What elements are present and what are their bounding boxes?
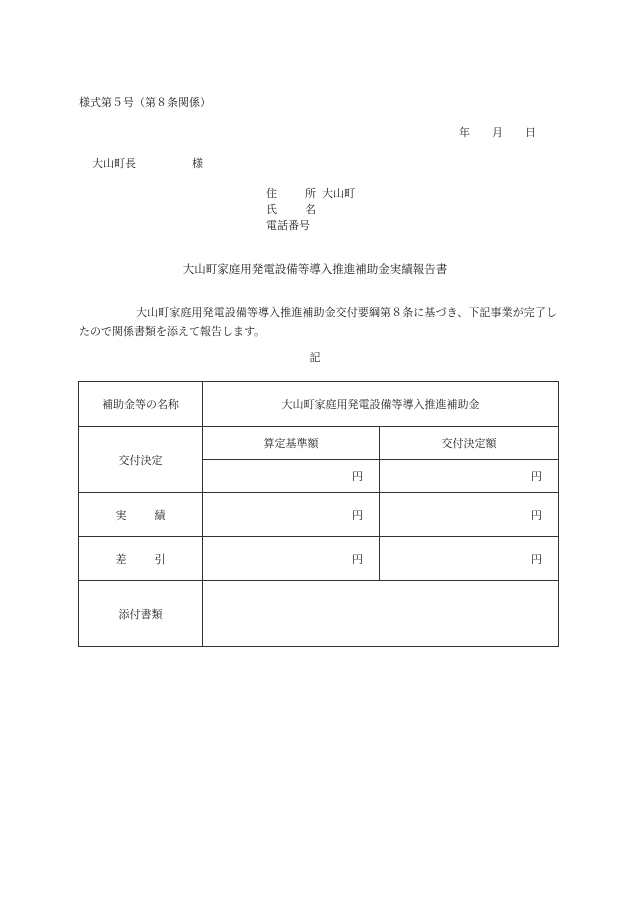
actual-row	[79, 493, 559, 537]
month-label: 月	[492, 126, 503, 139]
attachments-row	[79, 581, 559, 647]
decision-standard-yen: 円	[203, 460, 380, 493]
address-label	[266, 186, 316, 202]
addressee	[92, 158, 203, 169]
applicant-block	[266, 186, 355, 234]
body-text: 大山町家庭用発電設備等導入推進補助金交付要綱第８条に基づき、下記事業が完了したので関係書類を添えて報告します。	[79, 306, 557, 338]
address-row	[266, 186, 355, 202]
difference-standard-yen: 円	[203, 537, 380, 581]
name-label-char-2: 名	[305, 203, 316, 216]
ki-heading: 記	[309, 351, 321, 364]
subsidy-name-row	[79, 382, 559, 427]
actual-label-char-1: 実	[115, 508, 127, 522]
phone-row	[266, 218, 355, 234]
actual-label	[79, 493, 203, 537]
address-label-char-1: 住	[266, 187, 277, 200]
date-line	[459, 127, 536, 138]
col-standard-header: 算定基準額	[203, 427, 380, 460]
phone-label: 電話番号	[266, 219, 310, 232]
subsidy-name-value: 大山町家庭用発電設備等導入推進補助金	[203, 382, 559, 427]
name-label-char-1: 氏	[266, 203, 277, 216]
actual-amount-yen: 円	[380, 493, 559, 537]
form-number: 様式第５号（第８条関係）	[79, 96, 211, 109]
name-label	[266, 202, 316, 218]
decision-header-row	[79, 427, 559, 460]
attachments-value	[203, 581, 559, 647]
day-label: 日	[525, 126, 536, 139]
decision-amount-yen: 円	[380, 460, 559, 493]
name-row	[266, 202, 355, 218]
actual-standard-yen: 円	[203, 493, 380, 537]
actual-label-char-2: 績	[154, 508, 166, 522]
address-value: 大山町	[322, 187, 355, 200]
report-table	[78, 381, 559, 647]
decision-label: 交付決定	[79, 427, 203, 493]
document-title: 大山町家庭用発電設備等導入推進補助金実績報告書	[182, 262, 448, 276]
col-decision-header: 交付決定額	[380, 427, 559, 460]
honorific: 様	[192, 157, 203, 170]
difference-label-char-1: 差	[115, 552, 127, 566]
attachments-label: 添付書類	[79, 581, 203, 647]
address-label-char-2: 所	[305, 187, 316, 200]
difference-label-char-2: 引	[154, 552, 166, 566]
addressee-name: 大山町長	[92, 157, 136, 170]
difference-label	[79, 537, 203, 581]
difference-amount-yen: 円	[380, 537, 559, 581]
difference-row	[79, 537, 559, 581]
year-label: 年	[459, 126, 470, 139]
subsidy-name-label: 補助金等の名称	[79, 382, 203, 427]
